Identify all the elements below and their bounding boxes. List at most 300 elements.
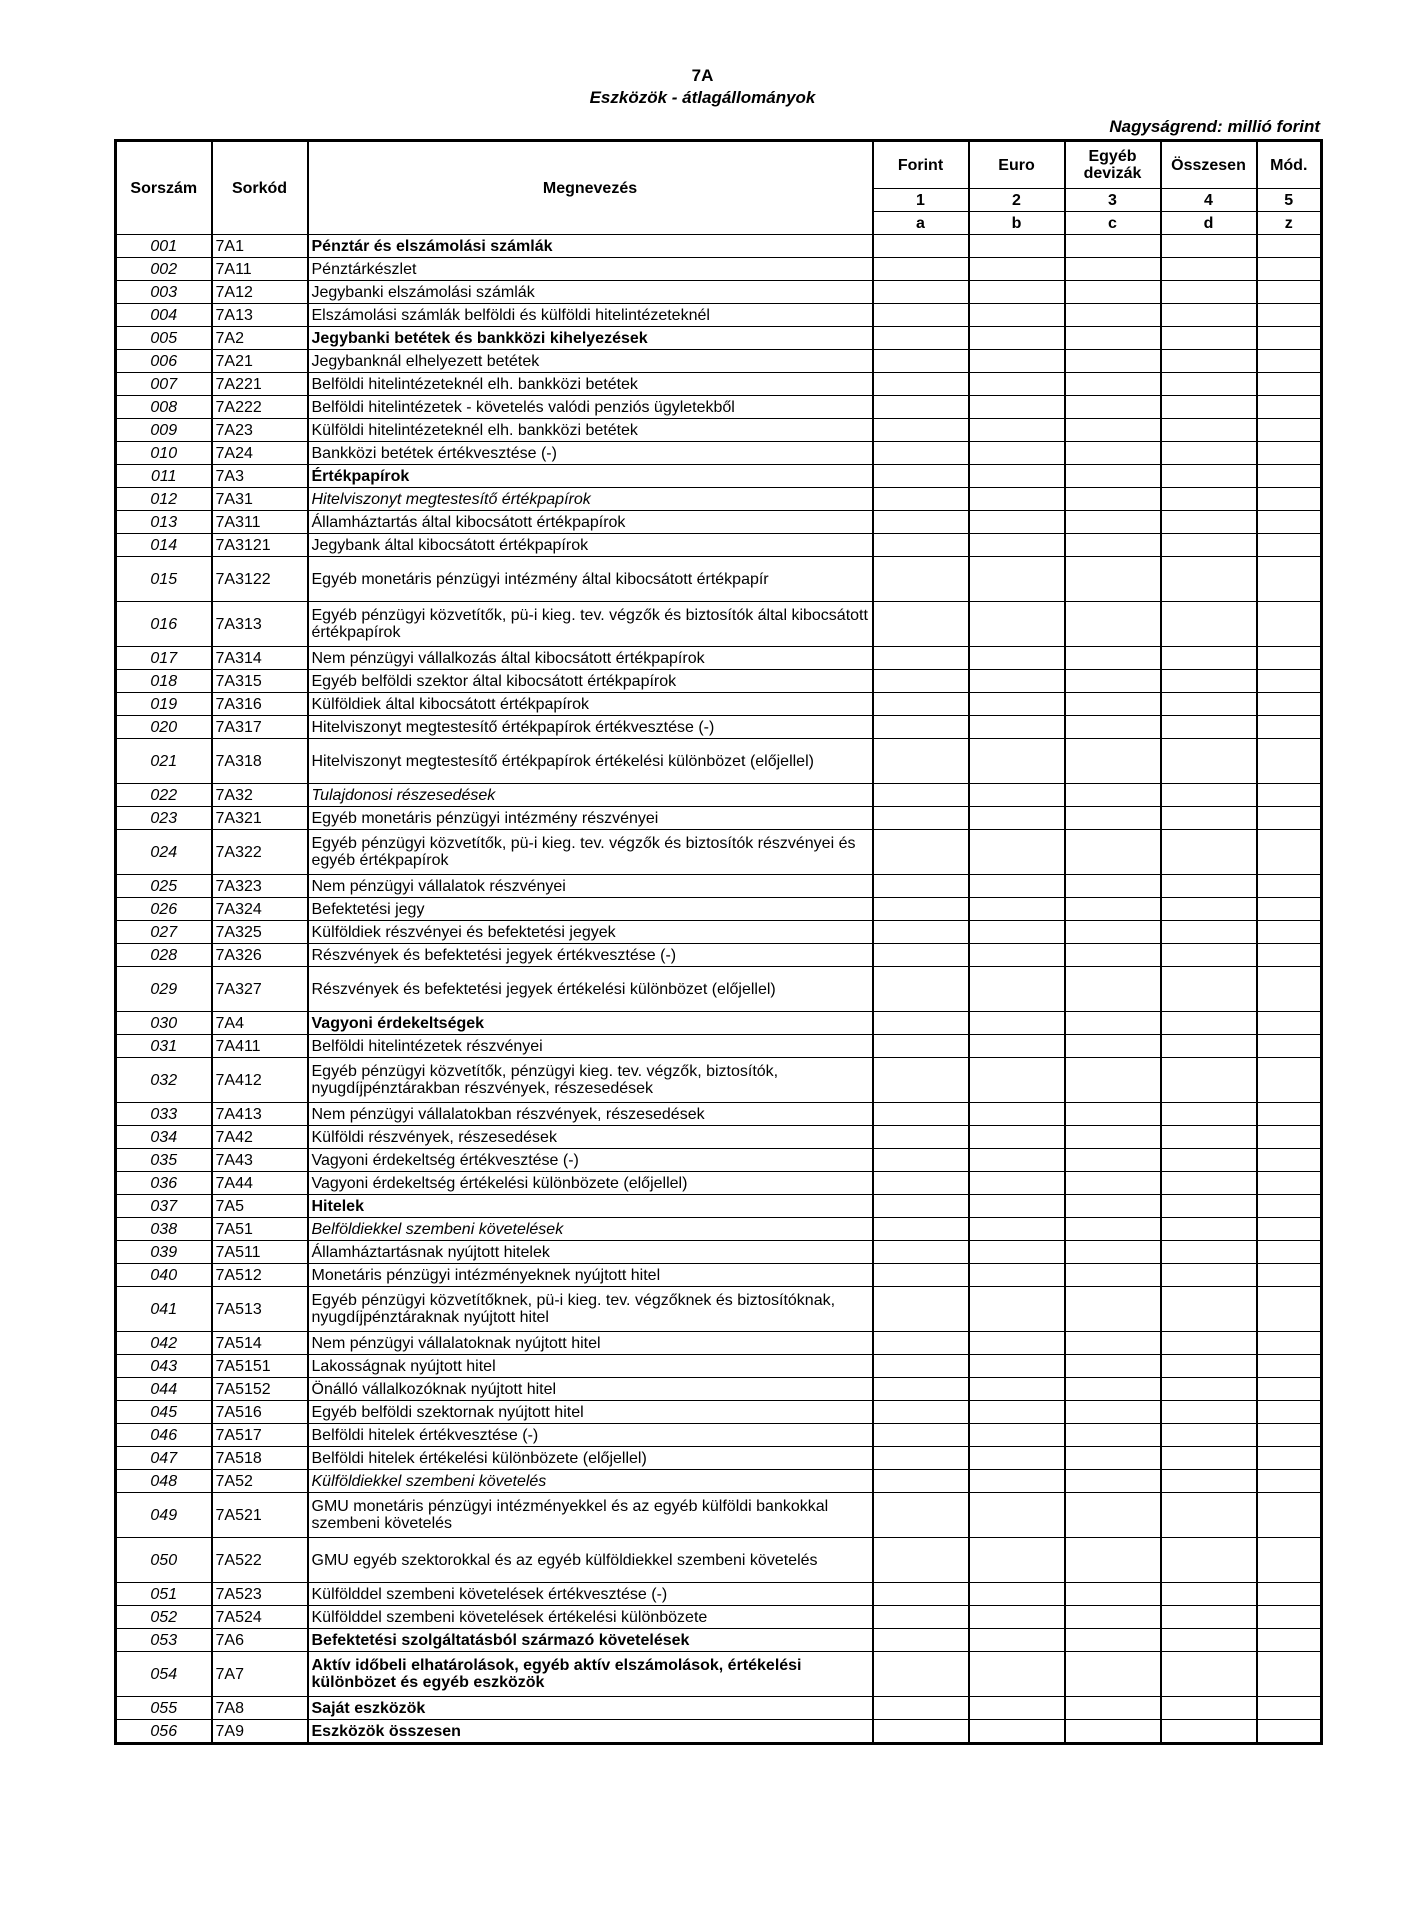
row-label: Külföldiekkel szembeni követelés [308, 1470, 873, 1493]
cell-forint[interactable] [873, 327, 969, 350]
cell-osszesen[interactable] [1161, 1172, 1257, 1195]
cell-egyeb-devizak[interactable] [1065, 1424, 1161, 1447]
cell-euro[interactable] [969, 670, 1065, 693]
cell-egyeb-devizak[interactable] [1065, 807, 1161, 830]
cell-osszesen[interactable] [1161, 1355, 1257, 1378]
cell-forint[interactable] [873, 1264, 969, 1287]
cell-osszesen[interactable] [1161, 1652, 1257, 1697]
cell-osszesen[interactable] [1161, 1538, 1257, 1583]
cell-euro[interactable] [969, 1652, 1065, 1697]
cell-forint[interactable] [873, 693, 969, 716]
cell-mod[interactable] [1257, 1012, 1322, 1035]
cell-mod[interactable] [1257, 1218, 1322, 1241]
cell-osszesen[interactable] [1161, 281, 1257, 304]
row-code: 7A411 [212, 1035, 308, 1058]
cell-mod[interactable] [1257, 1287, 1322, 1332]
cell-forint[interactable] [873, 716, 969, 739]
cell-egyeb-devizak[interactable] [1065, 693, 1161, 716]
cell-mod[interactable] [1257, 511, 1322, 534]
cell-mod[interactable] [1257, 716, 1322, 739]
cell-egyeb-devizak[interactable] [1065, 1401, 1161, 1424]
cell-mod[interactable] [1257, 442, 1322, 465]
cell-egyeb-devizak[interactable] [1065, 1149, 1161, 1172]
row-number: 047 [116, 1447, 212, 1470]
cell-egyeb-devizak[interactable] [1065, 235, 1161, 258]
cell-euro[interactable] [969, 739, 1065, 784]
cell-euro[interactable] [969, 807, 1065, 830]
cell-euro[interactable] [969, 1629, 1065, 1652]
cell-osszesen[interactable] [1161, 1126, 1257, 1149]
cell-mod[interactable] [1257, 327, 1322, 350]
cell-egyeb-devizak[interactable] [1065, 1606, 1161, 1629]
cell-egyeb-devizak[interactable] [1065, 670, 1161, 693]
row-code: 7A513 [212, 1287, 308, 1332]
cell-osszesen[interactable] [1161, 830, 1257, 875]
cell-egyeb-devizak[interactable] [1065, 739, 1161, 784]
row-code: 7A522 [212, 1538, 308, 1583]
cell-forint[interactable] [873, 511, 969, 534]
cell-egyeb-devizak[interactable] [1065, 1218, 1161, 1241]
cell-forint[interactable] [873, 1629, 969, 1652]
cell-forint[interactable] [873, 967, 969, 1012]
cell-egyeb-devizak[interactable] [1065, 1538, 1161, 1583]
cell-osszesen[interactable] [1161, 898, 1257, 921]
cell-egyeb-devizak[interactable] [1065, 304, 1161, 327]
cell-osszesen[interactable] [1161, 1149, 1257, 1172]
cell-euro[interactable] [969, 1287, 1065, 1332]
cell-egyeb-devizak[interactable] [1065, 1195, 1161, 1218]
cell-euro[interactable] [969, 967, 1065, 1012]
cell-osszesen[interactable] [1161, 488, 1257, 511]
cell-euro[interactable] [969, 944, 1065, 967]
cell-forint[interactable] [873, 1218, 969, 1241]
cell-euro[interactable] [969, 1606, 1065, 1629]
cell-osszesen[interactable] [1161, 875, 1257, 898]
cell-mod[interactable] [1257, 1195, 1322, 1218]
cell-mod[interactable] [1257, 1401, 1322, 1424]
cell-forint[interactable] [873, 1401, 969, 1424]
cell-mod[interactable] [1257, 670, 1322, 693]
cell-osszesen[interactable] [1161, 1195, 1257, 1218]
cell-forint[interactable] [873, 465, 969, 488]
cell-forint[interactable] [873, 944, 969, 967]
cell-euro[interactable] [969, 1538, 1065, 1583]
cell-osszesen[interactable] [1161, 1103, 1257, 1126]
cell-osszesen[interactable] [1161, 465, 1257, 488]
cell-forint[interactable] [873, 1287, 969, 1332]
cell-euro[interactable] [969, 693, 1065, 716]
cell-mod[interactable] [1257, 373, 1322, 396]
cell-osszesen[interactable] [1161, 1720, 1257, 1744]
cell-egyeb-devizak[interactable] [1065, 1652, 1161, 1697]
cell-egyeb-devizak[interactable] [1065, 784, 1161, 807]
cell-mod[interactable] [1257, 304, 1322, 327]
cell-forint[interactable] [873, 784, 969, 807]
cell-osszesen[interactable] [1161, 1287, 1257, 1332]
row-number: 025 [116, 875, 212, 898]
cell-egyeb-devizak[interactable] [1065, 396, 1161, 419]
cell-egyeb-devizak[interactable] [1065, 511, 1161, 534]
row-number: 048 [116, 1470, 212, 1493]
cell-euro[interactable] [969, 716, 1065, 739]
cell-osszesen[interactable] [1161, 1012, 1257, 1035]
cell-forint[interactable] [873, 442, 969, 465]
cell-mod[interactable] [1257, 1424, 1322, 1447]
cell-osszesen[interactable] [1161, 670, 1257, 693]
cell-osszesen[interactable] [1161, 1218, 1257, 1241]
cell-euro[interactable] [969, 1035, 1065, 1058]
cell-mod[interactable] [1257, 898, 1322, 921]
cell-forint[interactable] [873, 281, 969, 304]
cell-euro[interactable] [969, 350, 1065, 373]
cell-euro[interactable] [969, 1401, 1065, 1424]
cell-euro[interactable] [969, 1493, 1065, 1538]
cell-osszesen[interactable] [1161, 350, 1257, 373]
cell-egyeb-devizak[interactable] [1065, 830, 1161, 875]
cell-euro[interactable] [969, 1149, 1065, 1172]
row-number: 020 [116, 716, 212, 739]
cell-egyeb-devizak[interactable] [1065, 350, 1161, 373]
cell-osszesen[interactable] [1161, 1035, 1257, 1058]
cell-egyeb-devizak[interactable] [1065, 419, 1161, 442]
cell-forint[interactable] [873, 1195, 969, 1218]
cell-mod[interactable] [1257, 1493, 1322, 1538]
cell-forint[interactable] [873, 602, 969, 647]
cell-osszesen[interactable] [1161, 716, 1257, 739]
cell-mod[interactable] [1257, 944, 1322, 967]
cell-osszesen[interactable] [1161, 739, 1257, 784]
cell-osszesen[interactable] [1161, 373, 1257, 396]
cell-forint[interactable] [873, 1720, 969, 1744]
cell-euro[interactable] [969, 1218, 1065, 1241]
cell-egyeb-devizak[interactable] [1065, 1035, 1161, 1058]
table-row [116, 1035, 1322, 1058]
cell-forint[interactable] [873, 419, 969, 442]
table-row [116, 1538, 1322, 1583]
cell-euro[interactable] [969, 1470, 1065, 1493]
cell-egyeb-devizak[interactable] [1065, 557, 1161, 602]
cell-euro[interactable] [969, 1241, 1065, 1264]
cell-forint[interactable] [873, 488, 969, 511]
cell-egyeb-devizak[interactable] [1065, 1103, 1161, 1126]
cell-egyeb-devizak[interactable] [1065, 258, 1161, 281]
cell-euro[interactable] [969, 1126, 1065, 1149]
cell-euro[interactable] [969, 557, 1065, 602]
cell-egyeb-devizak[interactable] [1065, 1264, 1161, 1287]
cell-mod[interactable] [1257, 1103, 1322, 1126]
cell-forint[interactable] [873, 396, 969, 419]
cell-mod[interactable] [1257, 1606, 1322, 1629]
row-label: Egyéb belföldi szektornak nyújtott hitel [308, 1401, 873, 1424]
cell-osszesen[interactable] [1161, 442, 1257, 465]
table-row [116, 1195, 1322, 1218]
cell-egyeb-devizak[interactable] [1065, 1126, 1161, 1149]
cell-osszesen[interactable] [1161, 534, 1257, 557]
cell-euro[interactable] [969, 327, 1065, 350]
cell-mod[interactable] [1257, 1538, 1322, 1583]
cell-osszesen[interactable] [1161, 1583, 1257, 1606]
cell-forint[interactable] [873, 1241, 969, 1264]
cell-egyeb-devizak[interactable] [1065, 465, 1161, 488]
cell-forint[interactable] [873, 739, 969, 784]
cell-egyeb-devizak[interactable] [1065, 967, 1161, 1012]
cell-mod[interactable] [1257, 739, 1322, 784]
cell-euro[interactable] [969, 235, 1065, 258]
cell-egyeb-devizak[interactable] [1065, 898, 1161, 921]
cell-euro[interactable] [969, 1012, 1065, 1035]
cell-osszesen[interactable] [1161, 693, 1257, 716]
header-letter-c: c [1065, 212, 1161, 235]
cell-osszesen[interactable] [1161, 1332, 1257, 1355]
cell-osszesen[interactable] [1161, 784, 1257, 807]
cell-forint[interactable] [873, 373, 969, 396]
cell-euro[interactable] [969, 1103, 1065, 1126]
cell-osszesen[interactable] [1161, 1629, 1257, 1652]
cell-osszesen[interactable] [1161, 1424, 1257, 1447]
cell-osszesen[interactable] [1161, 1447, 1257, 1470]
cell-mod[interactable] [1257, 1264, 1322, 1287]
cell-egyeb-devizak[interactable] [1065, 1332, 1161, 1355]
cell-mod[interactable] [1257, 602, 1322, 647]
cell-mod[interactable] [1257, 1172, 1322, 1195]
cell-forint[interactable] [873, 1697, 969, 1720]
cell-egyeb-devizak[interactable] [1065, 1241, 1161, 1264]
cell-osszesen[interactable] [1161, 419, 1257, 442]
cell-mod[interactable] [1257, 830, 1322, 875]
cell-osszesen[interactable] [1161, 1264, 1257, 1287]
cell-egyeb-devizak[interactable] [1065, 442, 1161, 465]
cell-forint[interactable] [873, 350, 969, 373]
cell-euro[interactable] [969, 830, 1065, 875]
cell-mod[interactable] [1257, 647, 1322, 670]
cell-mod[interactable] [1257, 1470, 1322, 1493]
cell-forint[interactable] [873, 1424, 969, 1447]
cell-egyeb-devizak[interactable] [1065, 1720, 1161, 1744]
cell-mod[interactable] [1257, 967, 1322, 1012]
cell-mod[interactable] [1257, 1241, 1322, 1264]
cell-egyeb-devizak[interactable] [1065, 1583, 1161, 1606]
cell-euro[interactable] [969, 281, 1065, 304]
cell-euro[interactable] [969, 1195, 1065, 1218]
cell-euro[interactable] [969, 1058, 1065, 1103]
cell-egyeb-devizak[interactable] [1065, 602, 1161, 647]
cell-euro[interactable] [969, 875, 1065, 898]
cell-mod[interactable] [1257, 921, 1322, 944]
cell-egyeb-devizak[interactable] [1065, 1447, 1161, 1470]
cell-forint[interactable] [873, 235, 969, 258]
cell-mod[interactable] [1257, 1652, 1322, 1697]
cell-mod[interactable] [1257, 1149, 1322, 1172]
row-number: 001 [116, 235, 212, 258]
cell-forint[interactable] [873, 1378, 969, 1401]
cell-osszesen[interactable] [1161, 944, 1257, 967]
cell-mod[interactable] [1257, 235, 1322, 258]
cell-osszesen[interactable] [1161, 327, 1257, 350]
cell-forint[interactable] [873, 647, 969, 670]
cell-forint[interactable] [873, 670, 969, 693]
cell-egyeb-devizak[interactable] [1065, 1493, 1161, 1538]
cell-mod[interactable] [1257, 419, 1322, 442]
row-code: 7A413 [212, 1103, 308, 1126]
cell-forint[interactable] [873, 1652, 969, 1697]
cell-euro[interactable] [969, 1355, 1065, 1378]
cell-euro[interactable] [969, 442, 1065, 465]
cell-euro[interactable] [969, 304, 1065, 327]
cell-osszesen[interactable] [1161, 557, 1257, 602]
cell-egyeb-devizak[interactable] [1065, 944, 1161, 967]
cell-forint[interactable] [873, 1606, 969, 1629]
row-number: 034 [116, 1126, 212, 1149]
cell-egyeb-devizak[interactable] [1065, 921, 1161, 944]
cell-mod[interactable] [1257, 1058, 1322, 1103]
cell-mod[interactable] [1257, 1583, 1322, 1606]
cell-egyeb-devizak[interactable] [1065, 1172, 1161, 1195]
cell-forint[interactable] [873, 830, 969, 875]
cell-euro[interactable] [969, 534, 1065, 557]
cell-osszesen[interactable] [1161, 1697, 1257, 1720]
cell-osszesen[interactable] [1161, 921, 1257, 944]
cell-mod[interactable] [1257, 693, 1322, 716]
cell-euro[interactable] [969, 1378, 1065, 1401]
cell-mod[interactable] [1257, 1720, 1322, 1744]
cell-egyeb-devizak[interactable] [1065, 1287, 1161, 1332]
cell-osszesen[interactable] [1161, 304, 1257, 327]
cell-forint[interactable] [873, 1447, 969, 1470]
cell-egyeb-devizak[interactable] [1065, 534, 1161, 557]
row-code: 7A324 [212, 898, 308, 921]
cell-euro[interactable] [969, 1720, 1065, 1744]
cell-mod[interactable] [1257, 534, 1322, 557]
cell-forint[interactable] [873, 1012, 969, 1035]
cell-osszesen[interactable] [1161, 1470, 1257, 1493]
cell-euro[interactable] [969, 465, 1065, 488]
cell-mod[interactable] [1257, 350, 1322, 373]
cell-mod[interactable] [1257, 557, 1322, 602]
cell-osszesen[interactable] [1161, 807, 1257, 830]
cell-euro[interactable] [969, 511, 1065, 534]
cell-euro[interactable] [969, 258, 1065, 281]
cell-forint[interactable] [873, 557, 969, 602]
cell-forint[interactable] [873, 807, 969, 830]
cell-mod[interactable] [1257, 1035, 1322, 1058]
cell-mod[interactable] [1257, 465, 1322, 488]
cell-mod[interactable] [1257, 281, 1322, 304]
cell-forint[interactable] [873, 1332, 969, 1355]
cell-forint[interactable] [873, 1103, 969, 1126]
cell-forint[interactable] [873, 1149, 969, 1172]
cell-osszesen[interactable] [1161, 511, 1257, 534]
cell-osszesen[interactable] [1161, 1378, 1257, 1401]
cell-forint[interactable] [873, 1058, 969, 1103]
cell-forint[interactable] [873, 258, 969, 281]
cell-euro[interactable] [969, 1332, 1065, 1355]
cell-mod[interactable] [1257, 807, 1322, 830]
cell-mod[interactable] [1257, 1447, 1322, 1470]
cell-euro[interactable] [969, 1264, 1065, 1287]
cell-osszesen[interactable] [1161, 1493, 1257, 1538]
cell-forint[interactable] [873, 1172, 969, 1195]
cell-osszesen[interactable] [1161, 258, 1257, 281]
cell-egyeb-devizak[interactable] [1065, 1697, 1161, 1720]
cell-osszesen[interactable] [1161, 235, 1257, 258]
cell-mod[interactable] [1257, 1629, 1322, 1652]
cell-euro[interactable] [969, 1447, 1065, 1470]
cell-forint[interactable] [873, 898, 969, 921]
cell-forint[interactable] [873, 1470, 969, 1493]
cell-forint[interactable] [873, 1538, 969, 1583]
cell-osszesen[interactable] [1161, 396, 1257, 419]
cell-euro[interactable] [969, 373, 1065, 396]
cell-mod[interactable] [1257, 1355, 1322, 1378]
cell-mod[interactable] [1257, 875, 1322, 898]
cell-euro[interactable] [969, 1583, 1065, 1606]
cell-egyeb-devizak[interactable] [1065, 488, 1161, 511]
cell-euro[interactable] [969, 784, 1065, 807]
cell-forint[interactable] [873, 1583, 969, 1606]
cell-euro[interactable] [969, 602, 1065, 647]
cell-egyeb-devizak[interactable] [1065, 647, 1161, 670]
cell-euro[interactable] [969, 488, 1065, 511]
cell-osszesen[interactable] [1161, 1058, 1257, 1103]
cell-mod[interactable] [1257, 396, 1322, 419]
cell-egyeb-devizak[interactable] [1065, 1355, 1161, 1378]
cell-forint[interactable] [873, 1126, 969, 1149]
cell-euro[interactable] [969, 396, 1065, 419]
row-code: 7A321 [212, 807, 308, 830]
cell-euro[interactable] [969, 1424, 1065, 1447]
cell-egyeb-devizak[interactable] [1065, 327, 1161, 350]
cell-egyeb-devizak[interactable] [1065, 1012, 1161, 1035]
cell-mod[interactable] [1257, 784, 1322, 807]
cell-egyeb-devizak[interactable] [1065, 1470, 1161, 1493]
cell-forint[interactable] [873, 1493, 969, 1538]
cell-mod[interactable] [1257, 488, 1322, 511]
cell-egyeb-devizak[interactable] [1065, 281, 1161, 304]
cell-mod[interactable] [1257, 258, 1322, 281]
cell-forint[interactable] [873, 1035, 969, 1058]
cell-osszesen[interactable] [1161, 1241, 1257, 1264]
cell-forint[interactable] [873, 875, 969, 898]
cell-egyeb-devizak[interactable] [1065, 1058, 1161, 1103]
cell-egyeb-devizak[interactable] [1065, 875, 1161, 898]
cell-euro[interactable] [969, 1697, 1065, 1720]
cell-osszesen[interactable] [1161, 647, 1257, 670]
cell-osszesen[interactable] [1161, 1606, 1257, 1629]
cell-egyeb-devizak[interactable] [1065, 1629, 1161, 1652]
cell-euro[interactable] [969, 898, 1065, 921]
cell-forint[interactable] [873, 921, 969, 944]
cell-euro[interactable] [969, 921, 1065, 944]
cell-forint[interactable] [873, 304, 969, 327]
cell-egyeb-devizak[interactable] [1065, 1378, 1161, 1401]
row-number: 040 [116, 1264, 212, 1287]
cell-forint[interactable] [873, 534, 969, 557]
cell-forint[interactable] [873, 1355, 969, 1378]
cell-mod[interactable] [1257, 1332, 1322, 1355]
cell-euro[interactable] [969, 1172, 1065, 1195]
cell-osszesen[interactable] [1161, 967, 1257, 1012]
cell-euro[interactable] [969, 647, 1065, 670]
row-label: Pénztárkészlet [308, 258, 873, 281]
cell-osszesen[interactable] [1161, 1401, 1257, 1424]
cell-mod[interactable] [1257, 1697, 1322, 1720]
cell-egyeb-devizak[interactable] [1065, 373, 1161, 396]
cell-mod[interactable] [1257, 1126, 1322, 1149]
cell-euro[interactable] [969, 419, 1065, 442]
cell-mod[interactable] [1257, 1378, 1322, 1401]
cell-osszesen[interactable] [1161, 602, 1257, 647]
cell-egyeb-devizak[interactable] [1065, 716, 1161, 739]
